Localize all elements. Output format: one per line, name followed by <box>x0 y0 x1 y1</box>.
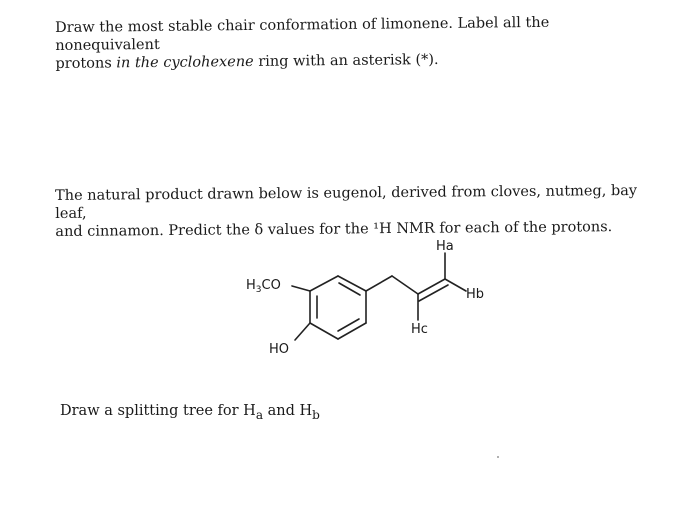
question-3-text-start: Draw a splitting tree for H <box>60 403 256 419</box>
question-3-text-mid: and H <box>263 403 313 419</box>
label-hc: Hc <box>411 322 428 337</box>
alkene-double-bond <box>419 285 448 301</box>
ring-double-bond <box>339 283 360 295</box>
label-methoxy: H3CO <box>246 278 281 295</box>
alkene-bond <box>418 279 445 294</box>
speck <box>497 456 499 458</box>
question-1-line-1: Draw the most stable chair conformation of limonene. Label all the nonequivalent <box>55 14 550 54</box>
ring-bond <box>338 276 366 291</box>
ring-bond <box>310 276 338 291</box>
question-3 <box>60 402 320 424</box>
methoxy-bond <box>292 286 310 291</box>
label-ho: HO <box>269 342 290 357</box>
question-1-line-2-start: protons <box>55 55 117 72</box>
question-2-line-1: The natural product drawn below is eugenol, derived from cloves, nutmeg, bay leaf, <box>55 182 638 222</box>
question-1-italic: in the cyclohexene <box>116 53 254 72</box>
question-1-line-2-end: ring with an asterisk (*). <box>253 51 439 70</box>
label-ha: Ha <box>436 239 454 254</box>
label-hb: Hb <box>466 287 485 302</box>
hydroxyl-bond <box>295 323 310 340</box>
allyl-bond-1 <box>366 276 392 291</box>
ring-bond <box>338 323 366 339</box>
ring-bond <box>310 323 338 339</box>
benzene-ring <box>310 276 366 339</box>
allyl-bond-2 <box>392 276 418 294</box>
question-2-line-2: and cinnamon. Predict the δ values for the ¹H NMR for each of the protons. <box>55 219 613 240</box>
subscript-b: b <box>312 407 320 422</box>
subscript-a: a <box>255 407 264 422</box>
